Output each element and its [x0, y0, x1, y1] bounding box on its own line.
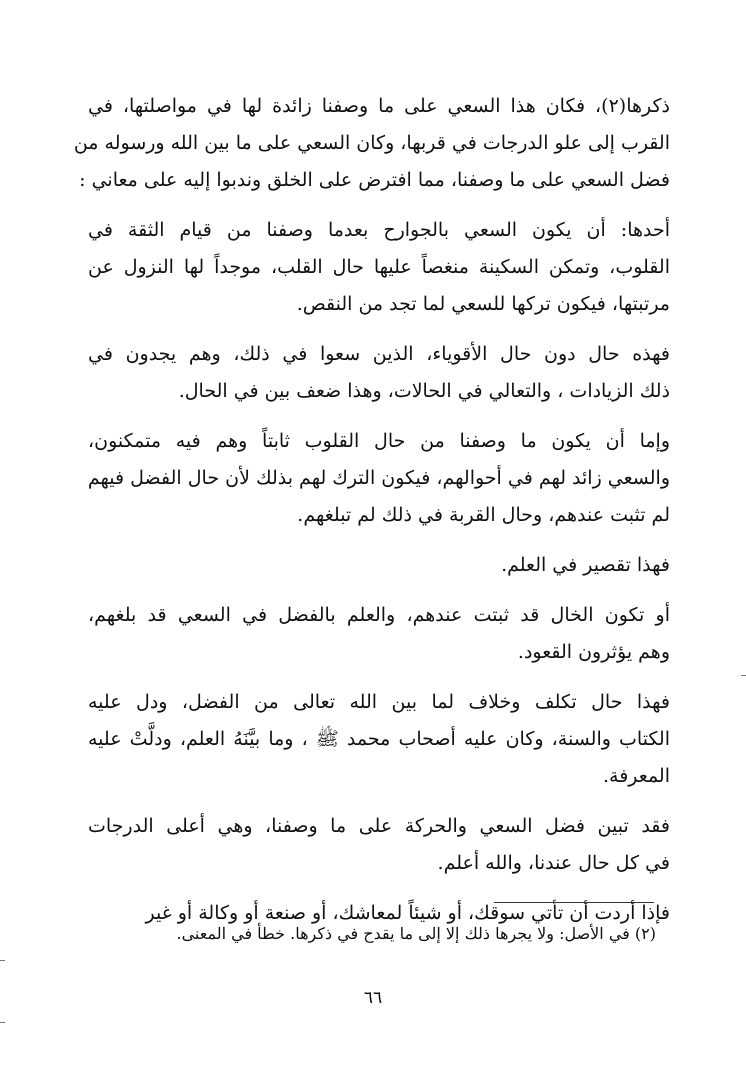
- text-line: ذكرها(٢)، فكان هذا السعي على ما وصفنا زائدة لها في مواصلتها، في: [88, 95, 670, 117]
- text-line: فقد تبين فضل السعي والحركة على ما وصفنا، وهي أعلى الدرجات: [88, 815, 670, 837]
- paragraph: [88, 547, 670, 584]
- paragraph: [88, 684, 670, 795]
- page-number: ٦٦: [363, 988, 383, 1008]
- scan-edge-mark: [0, 960, 5, 961]
- text-line: القلوب، وتمكن السكينة منغصاً عليها حال القلب، موجداً لها النزول عن: [88, 256, 670, 278]
- text-line: ذلك الزيادات ، والتعالي في الحالات، وهذا ضعف بين في الحال.: [178, 380, 670, 402]
- text-line: أو تكون الخال قد ثبتت عندهم، والعلم بالفضل في السعي قد بلغهم،: [88, 604, 670, 626]
- paragraph: [88, 423, 670, 534]
- text-line: فهذا حال تكلف وخلاف لما بين الله تعالى من الفضل، ودل عليه: [88, 691, 670, 713]
- text-line: أحدها: أن يكون السعي بالجوارح بعدما وصفنا من قيام الثقة في: [88, 219, 670, 241]
- text-line: فهذه حال دون حال الأقوياء، الذين سعوا في ذلك، وهم يجدون في: [88, 343, 670, 365]
- text-line: لم تثبت عندهم، وحال القربة في ذلك لم تبلغهم.: [297, 504, 670, 526]
- text-line: القرب إلى علو الدرجات في قربها، وكان السعي على ما بين الله ورسوله من: [73, 132, 670, 154]
- scan-edge-mark: [0, 1022, 5, 1023]
- scan-edge-mark: [741, 675, 746, 676]
- text-line: والسعي زائد لهم في أحوالهم، فيكون الترك لهم بذلك لأن حال الفضل فيهم: [87, 467, 670, 489]
- text-line: فضل السعي على ما وصفنا، مما افترض على الخلق وندبوا إليه على معاني :: [79, 169, 670, 191]
- text-line: وهم يؤثرون القعود.: [517, 641, 670, 663]
- paragraph: [88, 336, 670, 410]
- footnote-rule: [494, 902, 654, 903]
- text-line: الكتاب والسنة، وكان عليه أصحاب محمد ﷺ ، وما بيَّنَهُ العلم، ودلَّتْ عليه: [88, 728, 670, 750]
- text-line: مرتبتها، فيكون تركها للسعي لما تجد من النقص.: [296, 293, 670, 315]
- text-line: فهذا تقصير في العلم.: [501, 554, 670, 576]
- body-text: [73, 88, 670, 945]
- text-line: فإذا أردت أن تأتي سوقك، أو شيئاً لمعاشك، أو صنعة أو وكالة أو غير: [145, 902, 670, 924]
- paragraph: [88, 808, 670, 882]
- text-line: وإما أن يكون ما وصفنا من حال القلوب ثابتاً وهم فيه متمكنون،: [88, 430, 670, 452]
- paragraph: [88, 597, 670, 671]
- paragraph: [73, 88, 670, 199]
- footnote: (٢) في الأصل: ولا يجرها ذلك إلا إلى ما يقدح في ذكرها. خطأ في المعنى.: [176, 924, 656, 943]
- text-line: في كل حال عندنا، والله أعلم.: [437, 852, 670, 874]
- text-line: المعرفة.: [602, 765, 670, 787]
- paragraph: [88, 212, 670, 323]
